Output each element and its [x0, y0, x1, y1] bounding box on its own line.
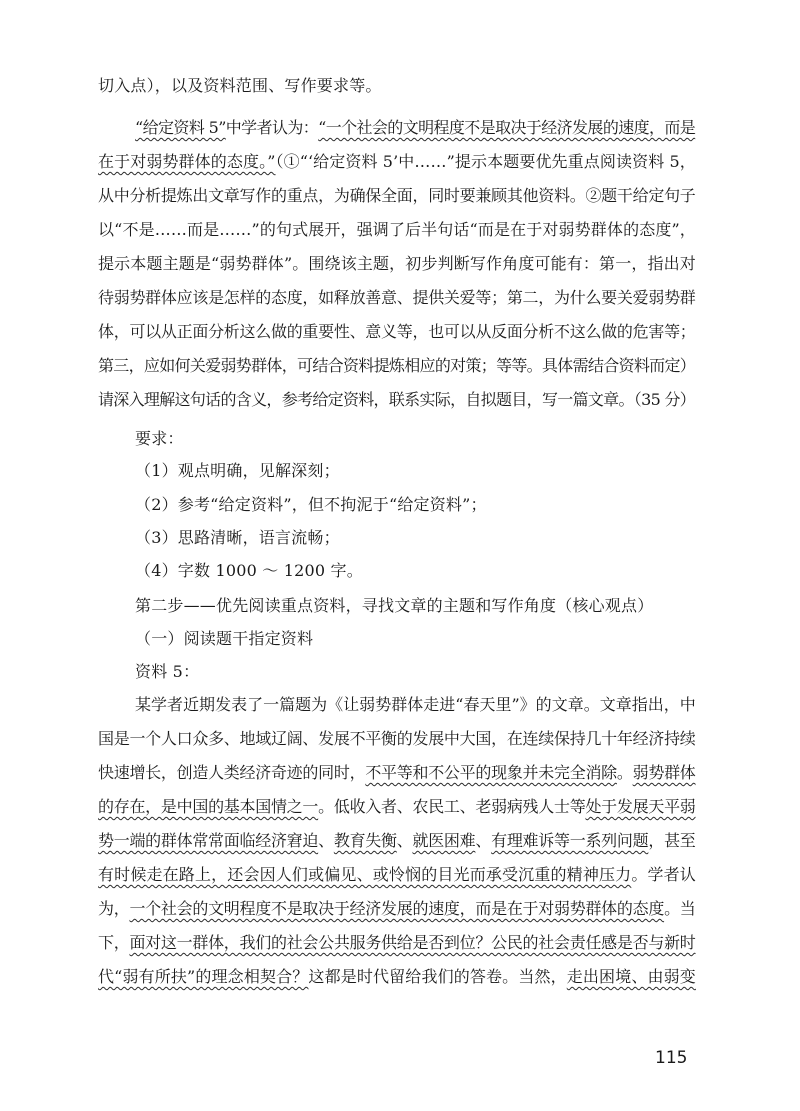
text-segment: 第三，应如何关爱弱势群体，可结合资料提炼相应的对策；等等。具体需结合资料而定） [98, 356, 696, 375]
text-segment: ，甚至 [648, 831, 696, 850]
text-segment: （一）阅读题干指定资料 [135, 629, 314, 648]
underlined-text: 在于对弱势群体的态度。” [98, 152, 276, 171]
text-segment: 为， [98, 899, 130, 918]
text-line [135, 527, 340, 549]
text-line [135, 117, 695, 139]
text-segment: 待弱势群体应该是怎样的态度，如释放善意、提供关爱等；第二，为什么要关爱弱势群 [98, 288, 696, 307]
underlined-text: “一个社会的文明程度不是取决于经济发展的速度，而是 [318, 118, 696, 137]
text-segment: 以“不是……而是……”的句式展开，强调了后半句话“而是在于对弱势群体的态度”， [98, 220, 696, 239]
text-line [98, 219, 696, 241]
text-segment: 下， [98, 933, 130, 952]
underlined-text: 走出困境、由弱变 [566, 967, 696, 986]
text-segment: （3）思路清晰，语言流畅； [135, 528, 340, 547]
underlined-text: 有时候走在路上，还会因人们或偏见、或怜悯的目光而承受沉重的精神压力 [98, 865, 632, 884]
text-segment: 提示本题主题是“弱势群体”。围绕该主题，初步判断写作角度可能有：第一，指出对 [98, 254, 696, 273]
text-segment: 第二步——优先阅读重点资料，寻找文章的主题和写作角度（核心观点） [135, 596, 654, 615]
text-line [98, 355, 695, 377]
underlined-text: 的存在，是中国的基本国情之一 [98, 797, 319, 816]
underlined-text: 处于发展天平弱 [585, 797, 696, 816]
text-line [135, 560, 363, 582]
text-line [98, 966, 696, 988]
text-line [98, 830, 696, 852]
underlined-text: “给定资料 5” [135, 118, 226, 137]
section-heading [135, 595, 653, 617]
text-segment: 要求： [135, 429, 184, 448]
underlined-text: 势一端的群体常常面临经济窘迫 [98, 831, 319, 850]
text-line [98, 864, 696, 886]
text-line [98, 287, 696, 309]
text-line [98, 898, 696, 920]
text-segment: 、 [318, 831, 334, 850]
text-line [135, 460, 340, 482]
text-line [98, 185, 696, 207]
text-segment: 切入点），以及资料范围、写作要求等。 [98, 76, 382, 95]
text-line [135, 661, 199, 683]
underlined-text: 弱势群体 [632, 763, 696, 782]
underlined-text: 有理难诉等一系列问题 [491, 831, 649, 850]
text-line [98, 389, 695, 411]
text-segment: 。低收入者、农民工、老弱病残人士等 [318, 797, 586, 816]
text-line [98, 75, 382, 97]
text-segment: （4）字数 1000 ～ 1200 字。 [135, 561, 363, 580]
text-line [98, 321, 696, 343]
text-segment: （1）观点明确，见解深刻； [135, 461, 340, 480]
text-segment: 体，可以从正面分析这么做的重要性、意义等，也可以从反面分析不这么做的危害等； [98, 322, 696, 341]
text-segment: 快速增长，创造人类经济奇迹的同时， [98, 763, 366, 782]
text-line [135, 428, 184, 450]
underlined-text: 就医困难 [412, 831, 476, 850]
text-segment: 这都是时代留给我们的答卷。当然， [308, 967, 567, 986]
text-segment: 。学者认 [631, 865, 696, 884]
text-segment: 从中分析提炼出文章写作的重点，为确保全面，同时要兼顾其他资料。②题干给定句子 [98, 186, 696, 205]
text-segment: （2）参考“给定资料”，但不拘泥于“给定资料”； [135, 495, 487, 514]
underlined-text: 一个社会的文明程度不是取决于经济发展的速度，而是在于对弱势群体的态度 [129, 899, 665, 918]
underlined-text: 代“弱有所扶”的理念相契合？ [98, 967, 309, 986]
text-line [98, 762, 696, 784]
underlined-text: 教育失衡 [333, 831, 397, 850]
text-segment: （①“‘给定资料 5’中……”提示本题要优先重点阅读资料 5， [275, 152, 696, 171]
text-segment: 请深入理解这句话的含义，参考给定资料，联系实际，自拟题目，写一篇文章。（35 分） [98, 390, 696, 409]
page-number: 115 [655, 1048, 688, 1068]
text-segment: 某学者近期发表了一篇题为《让弱势群体走进“春天里”》的文章。文章指出，中 [135, 695, 696, 714]
underlined-text: 面对这一群体，我们的社会公共服务供给是否到位？公民的社会责任感是否与新时 [129, 933, 696, 952]
text-segment: 、 [475, 831, 492, 850]
text-segment: 资料 5： [135, 662, 200, 681]
text-line [135, 694, 696, 716]
text-segment: 。 [616, 763, 633, 782]
text-segment: 。当 [664, 899, 696, 918]
text-line [98, 796, 696, 818]
text-segment: 国是一个人口众多、地域辽阔、发展不平衡的发展中大国，在连续保持几十年经济持续 [98, 729, 696, 748]
underlined-text: 不平等和不公平的现象并未完全消除 [365, 763, 617, 782]
text-segment: 中学者认为： [225, 118, 319, 137]
section-heading [135, 628, 313, 650]
text-line [98, 932, 696, 954]
text-line [98, 728, 696, 750]
text-line [135, 494, 487, 516]
text-line [98, 151, 696, 173]
text-line [98, 253, 696, 275]
text-segment: 、 [396, 831, 413, 850]
